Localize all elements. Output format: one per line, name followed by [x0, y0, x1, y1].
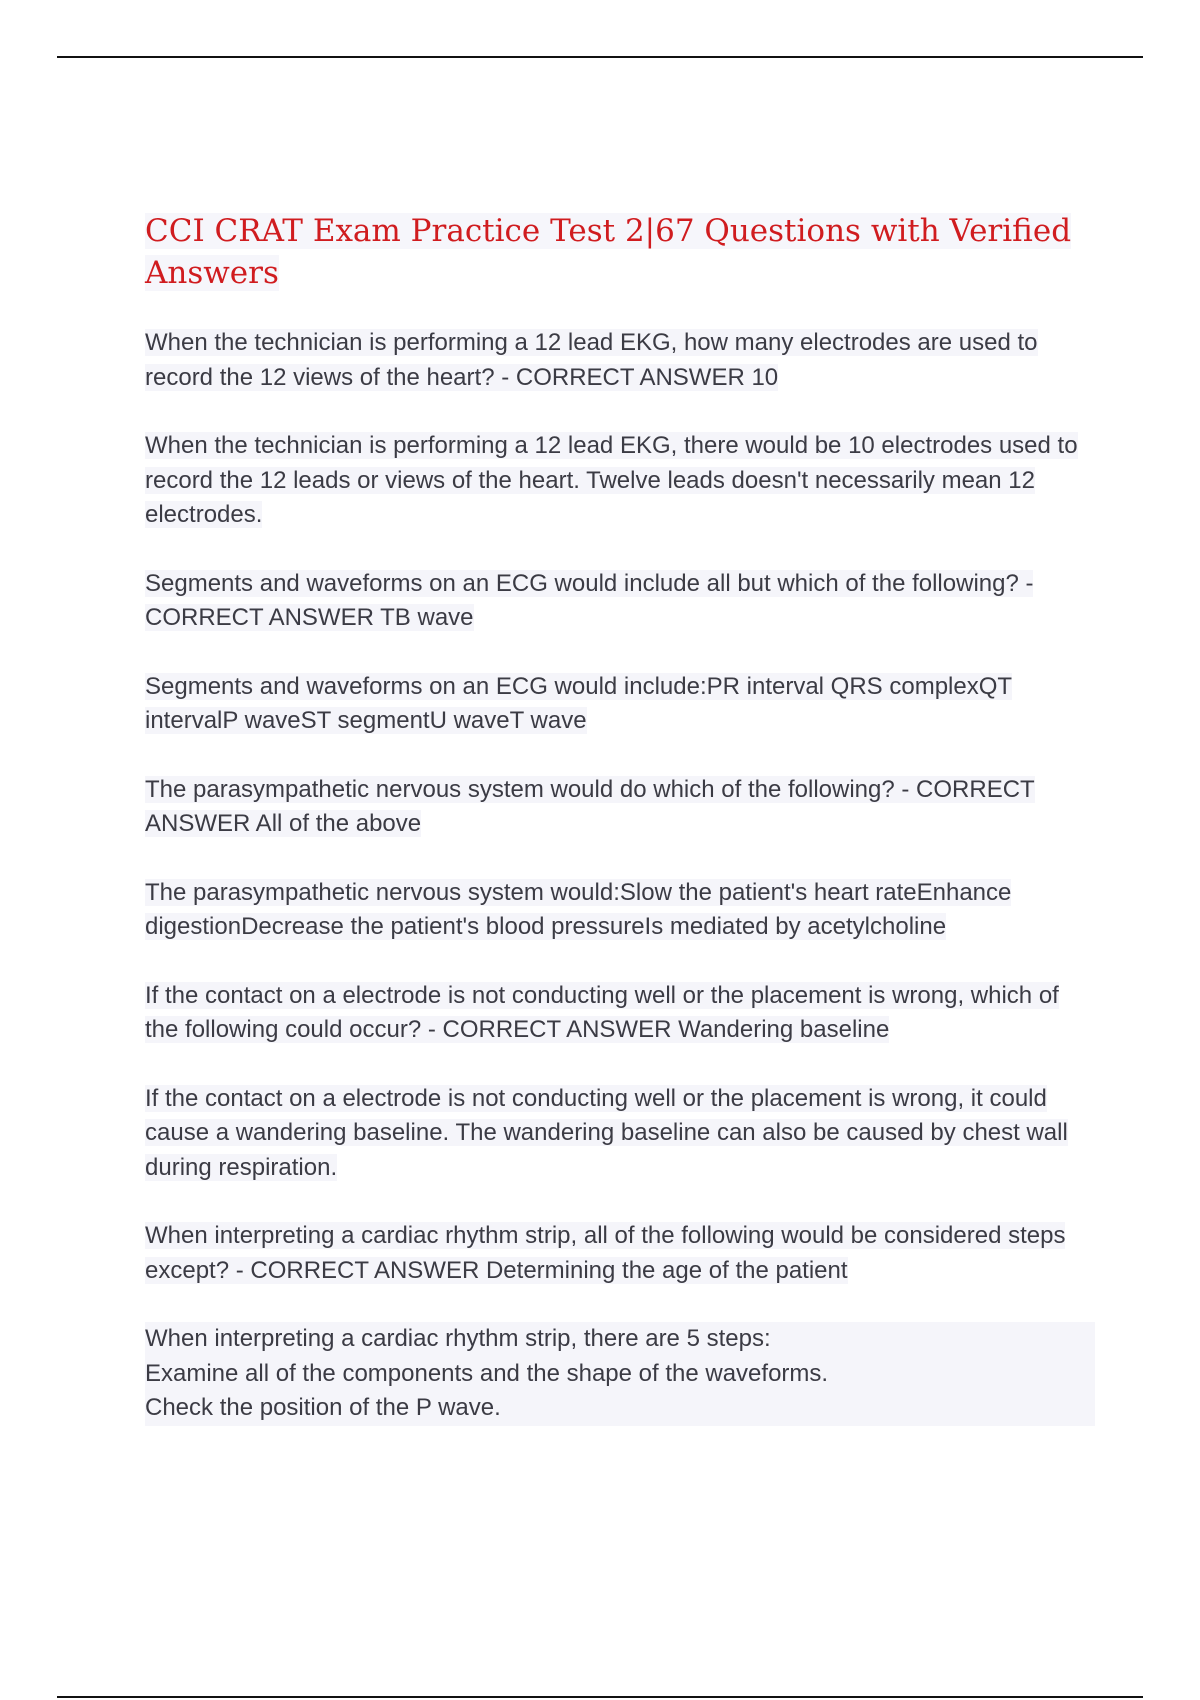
question-paragraph: When the technician is performing a 12 lead EKG, how many electrodes are used to record the 12 views of the heart? - CORRECT ANSWER 10 [145, 329, 1038, 391]
step-line: Examine all of the components and the shape of the waveforms. [145, 1357, 1095, 1392]
explanation-paragraph: The parasympathetic nervous system would:Slow the patient's heart rateEnhance digestionDecrease the patient's blood pressureIs mediated by acetylcholine [145, 878, 1012, 940]
header-rule [57, 56, 1143, 58]
question-paragraph: When interpreting a cardiac rhythm strip, all of the following would be considered steps except? - CORRECT ANSWER Determining the age of the patient [145, 1222, 1066, 1284]
step-line: Check the position of the P wave. [145, 1391, 1095, 1426]
steps-intro: When interpreting a cardiac rhythm strip, there are 5 steps: [145, 1322, 1095, 1357]
explanation-paragraph: Segments and waveforms on an ECG would include:PR interval QRS complexQT intervalP waveST segmentU waveT wave [145, 672, 1013, 734]
steps-explanation [145, 1322, 1095, 1426]
question-paragraph: Segments and waveforms on an ECG would include all but which of the following? - CORRECT ANSWER TB wave [145, 569, 1034, 631]
document-title: CCI CRAT Exam Practice Test 2|67 Questions with Verified Answers [145, 213, 1072, 291]
explanation-paragraph: If the contact on a electrode is not conducting well or the placement is wrong, it could cause a wandering baseline. The wandering baseline can also be caused by chest wall during respiration. [145, 1084, 1068, 1181]
question-paragraph: If the contact on a electrode is not conducting well or the placement is wrong, which of the following could occur? - CORRECT ANSWER Wandering baseline [145, 981, 1059, 1043]
document-body [145, 210, 1095, 1460]
question-paragraph: The parasympathetic nervous system would do which of the following? - CORRECT ANSWER All of the above [145, 775, 1035, 837]
explanation-paragraph: When the technician is performing a 12 lead EKG, there would be 10 electrodes used to record the 12 leads or views of the heart. Twelve leads doesn't necessarily mean 12 electrodes. [145, 432, 1078, 528]
footer-rule [57, 1696, 1143, 1698]
